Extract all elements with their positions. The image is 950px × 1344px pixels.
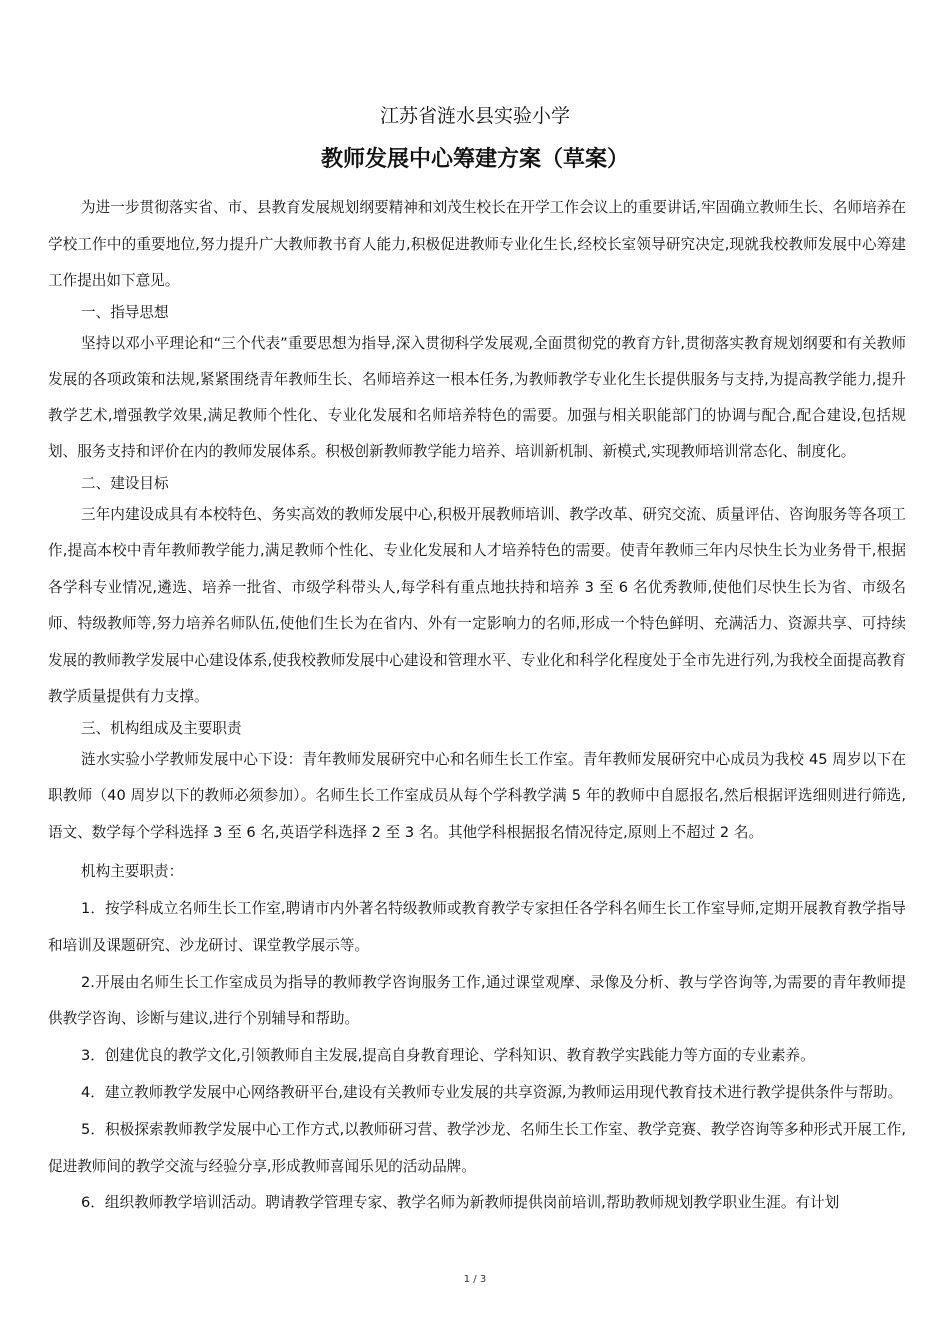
section-2-text: 三年内建设成具有本校特色、务实高效的教师发展中心,积极开展教师培训、教学改革、研究交流、质量评估、咨询服务等各项工作,提高本校中青年教师教学能力,满足教师个性化、专业化发展和人才培养特色的需要。使青年教师三年内尽快生长为业务骨干,根据各学科专业情况,遴选、培养一批省、市级学科带头人,每学科有重点地扶持和培养 3 至 6 名优秀教师,使他们尽快生长为省、市级名师、特级教师等,努力培养名师队伍,使他们生长为在省内、外有一定影响力的名师,形成一个特色鲜明、充满活力、资源共享、可持续发展的教师教学发展中心建设体系,使我校教师发展中心建设和管理水平、专业化和科学化程度处于全市先进行列,为我校全面提高教育教学质量提供有力支撑。 xyxy=(48,505,906,706)
section-3-heading: 三、机构组成及主要职责 xyxy=(81,719,242,737)
section-1-heading: 一、指导思想 xyxy=(81,303,169,321)
duty-item: 3．创建优良的教学文化,引领教师自主发展,提高自身教育理论、学科知识、教育教学实践能力等方面的专业素养。 xyxy=(81,1047,815,1065)
section-1-text: 坚持以邓小平理论和“三个代表”重要思想为指导,深入贯彻科学发展观,全面贯彻党的教育方针,贯彻落实教育规划纲要和有关教师发展的各项政策和法规,紧紧围绕青年教师生长、名师培养这一根本任务,为教师教学专业化生长提供服务与支持,为提高教学能力,提升教学艺术,增强教学效果,满足教师个性化、专业化发展和名师培养特色的需要。加强与相关职能部门的协调与配合,配合建设,包括规划、服务支持和评价在内的教师发展体系。积极创新教师教学能力培养、培训新机制、新模式,实现教师培训常态化、制度化。 xyxy=(48,334,906,461)
section-3-text: 涟水实验小学教师发展中心下设：青年教师发展研究中心和名师生长工作室。青年教师发展研究中心成员为我校 45 周岁以下在职教师（40 周岁以下的教师必须参加）。名师生长工作室成员从每个学科教学满 5 年的教师中自愿报名,然后根据评选细则进行筛选,语文、数学每个学科选择 3 至 6 名,英语学科选择 2 至 3 名。其他学科根据报名情况待定,原则上不超过 2 名。 xyxy=(48,750,906,841)
duties-heading: 机构主要职责： xyxy=(81,863,184,881)
section-2-heading: 二、建设目标 xyxy=(81,474,169,492)
document-title: 教师发展中心筹建方案（草案） xyxy=(320,147,629,172)
school-name: 江苏省涟水县实验小学 xyxy=(379,105,570,127)
duty-item: 4．建立教师教学发展中心网络教研平台,建设有关教师专业发展的共享资源,为教师运用现代教育技术进行教学提供条件与帮助。 xyxy=(81,1083,903,1101)
duty-item: 2.开展由名师生长工作室成员为指导的教师教学咨询服务工作,通过课堂观摩、录像及分析、教与学咨询等,为需要的青年教师提供教学咨询、诊断与建议,进行个别辅导和帮助。 xyxy=(48,973,906,1028)
duty-item: 6．组织教师教学培训活动。聘请教学管理专家、教学名师为新教师提供岗前培训,帮助教师规划教学职业生涯。有计划 xyxy=(81,1194,840,1212)
duty-item: 5．积极探索教师教学发展中心工作方式,以教师研习营、教学沙龙、名师生长工作室、教学竞赛、教学咨询等多种形式开展工作,促进教师间的教学交流与经验分享,形成教师喜闻乐见的活动品牌。 xyxy=(48,1120,906,1175)
duty-item: 1．按学科成立名师生长工作室,聘请市内外著名特级教师或教育教学专家担任各学科名师生长工作室导师,定期开展教育教学指导和培训及课题研究、沙龙研讨、课堂教学展示等。 xyxy=(48,899,906,954)
page-number: 1 / 3 xyxy=(463,1274,487,1285)
document-body xyxy=(48,190,906,1222)
intro-paragraph: 为进一步贯彻落实省、市、县教育发展规划纲要精神和刘茂生校长在开学工作会议上的重要讲话,牢固确立教师生长、名师培养在学校工作中的重要地位,努力提升广大教师教书育人能力,积极促进教师专业化生长,经校长室领导研究决定,现就我校教师发展中心筹建工作提出如下意见。 xyxy=(48,199,906,289)
